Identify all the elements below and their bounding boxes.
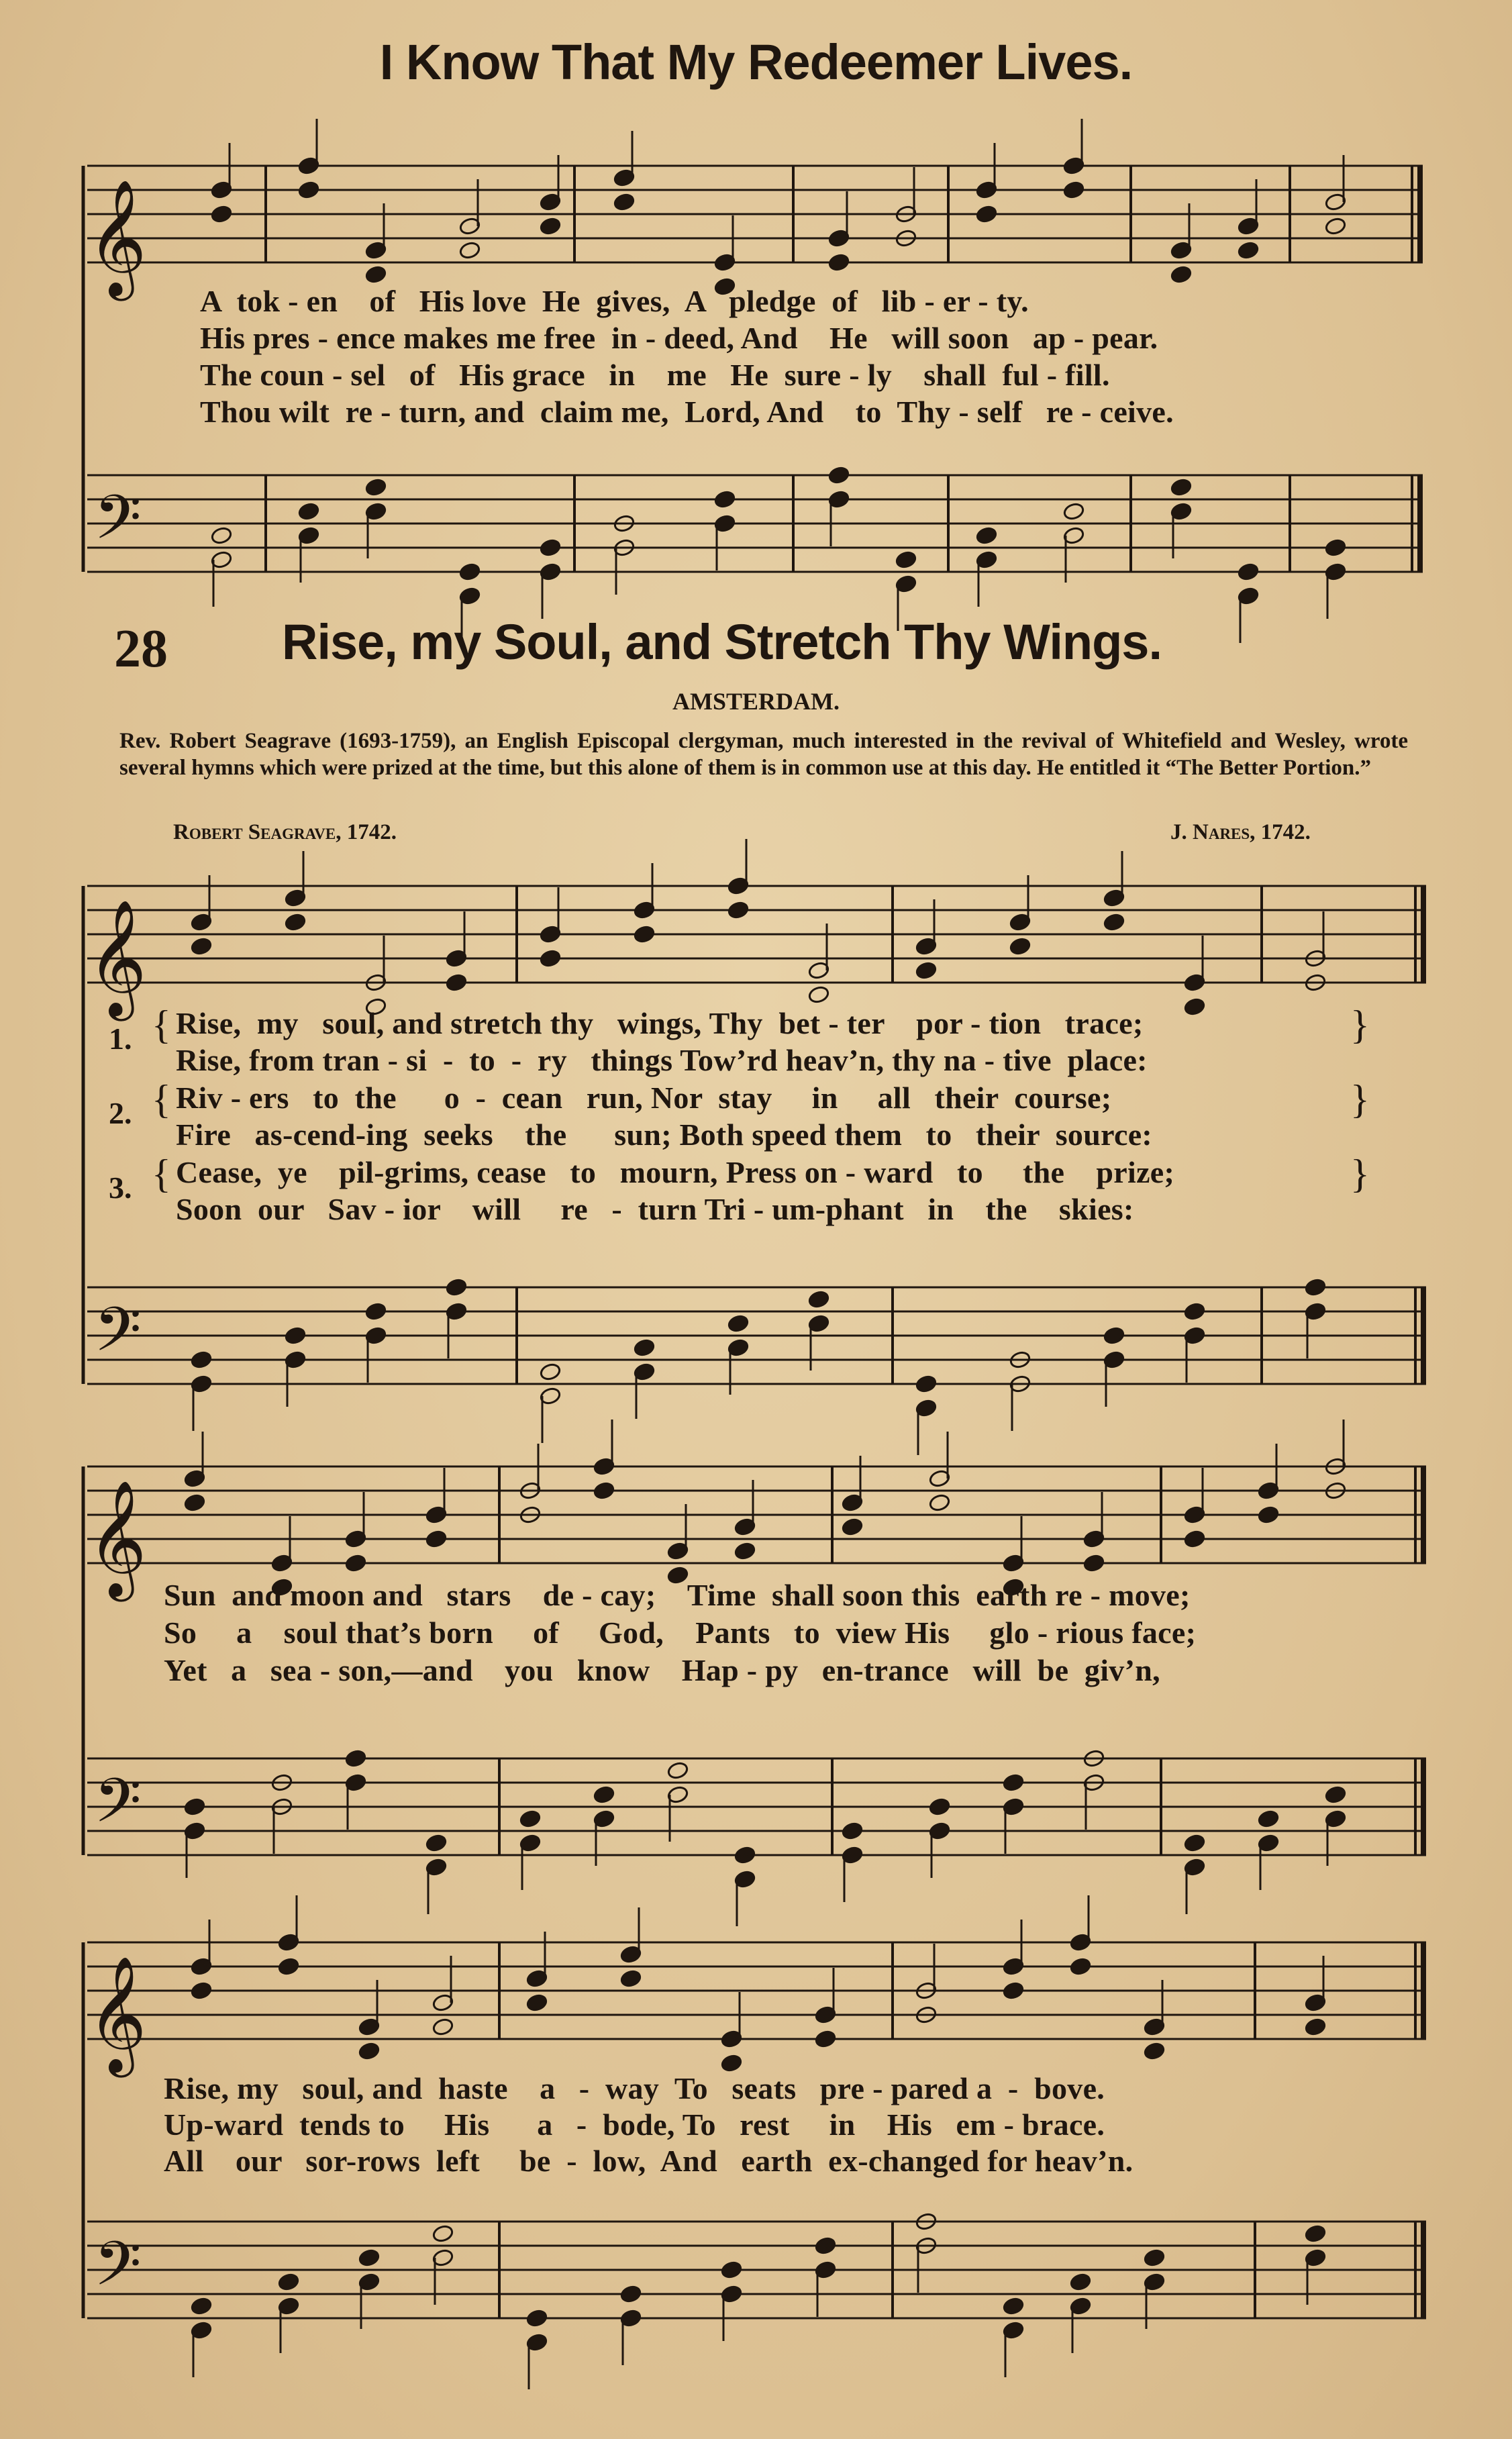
treble-clef-icon: 𝄞 bbox=[87, 1956, 147, 2073]
hymn2-sys3-bass-staff-final-barline bbox=[1421, 2222, 1426, 2318]
hymn2-sys1-treble-notehead bbox=[1183, 997, 1205, 1016]
verse-brace-left: { bbox=[152, 1077, 171, 1122]
hymn2-sys2-bass-notehead bbox=[1324, 1785, 1346, 1804]
hymn2-sys1-treble-notehead bbox=[539, 949, 561, 968]
verse-number-3: 3. bbox=[109, 1171, 132, 1205]
music-credit: J. Nares, 1742. bbox=[1170, 820, 1311, 844]
hymn2-sys3-bass-notehead bbox=[190, 2297, 212, 2316]
bass-clef-icon: 𝄢 bbox=[94, 482, 142, 568]
bass-clef-icon: 𝄢 bbox=[94, 2228, 142, 2314]
hymn1-treble-notehead bbox=[297, 181, 319, 199]
hymn1-bass-notehead bbox=[1237, 562, 1259, 581]
hymn1-bass-notehead bbox=[975, 526, 997, 545]
hymn2-sys3-treble-notehead bbox=[190, 1981, 212, 2000]
verse2-line-2: Fire as-cend-ing seeks the sun; Both speed them to their source: bbox=[176, 1117, 1153, 1152]
hymn1-lyric-line-2: His pres - ence makes me free in - deed, And He will soon ap - pear. bbox=[200, 321, 1158, 355]
hymn2-sys3-bass-notehead bbox=[358, 2248, 380, 2267]
system2-lyric-line-2: So a soul that’s born of God, Pants to view His glo - rious face; bbox=[164, 1615, 1197, 1650]
hymn2-sys3-treble-notehead bbox=[277, 1957, 299, 1976]
system2-lyric-line-3: Yet a sea - son,—and you know Hap - py en-trance will be giv’n, bbox=[164, 1653, 1160, 1687]
hymn2-sys3-bass-notehead bbox=[1304, 2224, 1326, 2243]
hymn2-sys2-treble-notehead bbox=[183, 1493, 205, 1512]
hymn2-sys1-treble-notehead bbox=[1009, 937, 1031, 956]
hymn2-sys3-treble-notehead bbox=[619, 1969, 642, 1988]
verse-brace-left: { bbox=[152, 1152, 171, 1196]
hymn2-sys1-treble-notehead bbox=[633, 925, 655, 944]
hymn2-sys3-bass-notehead bbox=[619, 2285, 642, 2303]
hymn2-sys2-bass-notehead bbox=[344, 1749, 366, 1768]
hymn2-sys2-bass-notehead bbox=[666, 1761, 689, 1780]
system2-lyric-line-1: Sun and moon and stars de - cay; Time shall soon this earth re - move; bbox=[164, 1578, 1191, 1612]
hymn2-sys1-bass-staff-final-barline bbox=[1421, 1287, 1426, 1384]
hymn2-sys3-treble-notehead bbox=[1143, 2042, 1165, 2060]
hymn2-sys2-bass-notehead bbox=[1257, 1809, 1279, 1828]
hymn2-sys3-bass-notehead bbox=[1069, 2273, 1091, 2291]
hymn2-sys3-bass-notehead bbox=[1143, 2248, 1165, 2267]
hymn1-treble-notehead bbox=[1170, 265, 1192, 284]
verse-brace-right: } bbox=[1350, 1003, 1370, 1047]
hymn1-lyric-line-4: Thou wilt re - turn, and claim me, Lord, And to Thy - self re - ceive. bbox=[200, 395, 1174, 429]
hymn2-sys2-bass-staff-final-barline bbox=[1421, 1758, 1426, 1855]
hymn2-sys3-bass-notehead bbox=[1002, 2297, 1024, 2316]
treble-clef-icon: 𝄞 bbox=[87, 899, 147, 1016]
hymn2-sys2-bass-notehead bbox=[1183, 1834, 1205, 1852]
hymn2-sys2-bass-notehead bbox=[519, 1809, 541, 1828]
hymn1-lyric-line-3: The coun - sel of His grace in me He sure - ly shall ful - fill. bbox=[200, 358, 1110, 392]
hymn2-sys1-bass-notehead bbox=[1304, 1278, 1326, 1297]
hymn1-bass-notehead bbox=[827, 466, 850, 485]
bass-clef-icon: 𝄢 bbox=[94, 1765, 142, 1851]
hymn2-sys3-bass-notehead bbox=[720, 2260, 742, 2279]
hymn2-sys1-bass-notehead bbox=[915, 1375, 937, 1393]
hymn1-treble-notehead bbox=[539, 217, 561, 236]
verse2-line-1: Riv - ers to the o - cean run, Nor stay in all their course; bbox=[176, 1081, 1112, 1115]
system3-lyric-line-1: Rise, my soul, and haste a - way To seats pre - pared a - bove. bbox=[164, 2071, 1105, 2105]
hymn2-sys2-bass-notehead bbox=[593, 1785, 615, 1804]
hymn2-sys1-treble-notehead bbox=[915, 961, 937, 980]
system3-lyric-line-3: All our sor-rows left be - low, And earth ex-changed for heav’n. bbox=[164, 2144, 1133, 2178]
hymn1-treble-notehead bbox=[1237, 241, 1259, 260]
hymn2-sys2-bass-notehead bbox=[841, 1822, 863, 1840]
system3-lyric-line-2: Up-ward tends to His a - bode, To rest in His em - brace. bbox=[164, 2107, 1105, 2142]
hymn2-sys2-treble-staff-final-barline bbox=[1421, 1466, 1426, 1563]
hymn2-sys1-bass-notehead bbox=[727, 1314, 749, 1333]
hymn1-treble-notehead bbox=[827, 253, 850, 272]
hymn1-bass-notehead bbox=[895, 550, 917, 569]
hymn1-bass-notehead bbox=[210, 526, 232, 545]
hymn2-sys3-bass-notehead bbox=[525, 2309, 548, 2328]
hymn2-sys1-bass-notehead bbox=[807, 1290, 829, 1309]
hymn1-title: I Know That My Redeemer Lives. bbox=[379, 34, 1133, 90]
hymn1-treble-notehead bbox=[975, 205, 997, 223]
hymn2-sys1-treble-staff-final-barline bbox=[1421, 886, 1426, 983]
hymn2-sys1-bass-notehead bbox=[284, 1326, 306, 1345]
verse-brace-right: } bbox=[1350, 1152, 1370, 1196]
hymn1-treble-notehead bbox=[210, 205, 232, 223]
verse3-line-2: Soon our Sav - ior will re - turn Tri - um-phant in the skies: bbox=[176, 1192, 1134, 1226]
hymn1-bass-notehead bbox=[713, 490, 736, 509]
hymn2-sys2-treble-notehead bbox=[928, 1493, 950, 1512]
hymn1-treble-notehead bbox=[458, 241, 481, 260]
hymn2-sys1-treble-notehead bbox=[727, 901, 749, 919]
hymn2-sys1-bass-notehead bbox=[364, 1302, 387, 1321]
hymn2-sys3-treble-notehead bbox=[720, 2054, 742, 2073]
hymn2-sys1-bass-notehead bbox=[1103, 1326, 1125, 1345]
words-credit: Robert Seagrave, 1742. bbox=[173, 820, 397, 844]
hymn2-sys3-bass-notehead bbox=[814, 2236, 836, 2255]
verse-brace-right: } bbox=[1350, 1077, 1370, 1122]
verse1-line-2: Rise, from tran - si - to - ry things Tow’rd heav’n, thy na - tive place: bbox=[176, 1043, 1148, 1077]
hymn2-sys2-treble-notehead bbox=[425, 1530, 447, 1548]
hymn2-sys3-treble-notehead bbox=[1002, 1981, 1024, 2000]
hymn1-bass-notehead bbox=[458, 562, 481, 581]
hymn1-bass-notehead bbox=[297, 502, 319, 521]
hymn2-sys1-bass-notehead bbox=[445, 1278, 467, 1297]
hymn1-bass-notehead bbox=[1062, 502, 1085, 521]
hymn2-sys1-bass-notehead bbox=[1183, 1302, 1205, 1321]
hymn2-sys3-treble-notehead bbox=[1304, 2018, 1326, 2036]
hymn2-sys3-bass-notehead bbox=[277, 2273, 299, 2291]
tune-name: AMSTERDAM. bbox=[672, 688, 840, 715]
hymn2-sys2-bass-notehead bbox=[183, 1797, 205, 1816]
hymn2-sys1-bass-notehead bbox=[633, 1338, 655, 1357]
treble-clef-icon: 𝄞 bbox=[87, 179, 147, 296]
hymn1-treble-notehead bbox=[1324, 217, 1346, 236]
hymn1-treble-notehead bbox=[364, 265, 387, 284]
hymn2-sys2-treble-notehead bbox=[1183, 1530, 1205, 1548]
hymn2-sys3-treble-staff-final-barline bbox=[1421, 1942, 1426, 2039]
hymn2-sys2-bass-notehead bbox=[1002, 1773, 1024, 1792]
hymn-number: 28 bbox=[114, 619, 168, 679]
verse1-line-1: Rise, my soul, and stretch thy wings, Thy bet - ter por - tion trace; bbox=[176, 1006, 1144, 1040]
hymn1-treble-notehead bbox=[613, 193, 635, 211]
hymn2-sys3-treble-notehead bbox=[1069, 1957, 1091, 1976]
hymn2-sys3-treble-notehead bbox=[432, 2018, 454, 2036]
hymn1-bass-notehead bbox=[1324, 538, 1346, 557]
hymn1-treble-staff-final-barline bbox=[1417, 166, 1423, 262]
hymn2-sys2-bass-notehead bbox=[734, 1846, 756, 1864]
hymn2-sys1-bass-notehead bbox=[190, 1350, 212, 1369]
hymn2-sys1-treble-notehead bbox=[1103, 913, 1125, 932]
hymn2-sys1-treble-notehead bbox=[445, 973, 467, 992]
hymn2-sys2-bass-notehead bbox=[425, 1834, 447, 1852]
verse3-line-1: Cease, ye pil-grims, cease to mourn, Press on - ward to the prize; bbox=[176, 1155, 1175, 1189]
hymn2-sys2-treble-notehead bbox=[1257, 1505, 1279, 1524]
verse-number-2: 2. bbox=[109, 1096, 132, 1130]
hymn2-title: Rise, my Soul, and Stretch Thy Wings. bbox=[282, 614, 1162, 670]
hymn2-sys3-treble-notehead bbox=[814, 2030, 836, 2048]
hymn2-sys2-treble-notehead bbox=[734, 1542, 756, 1560]
hymn1-treble-notehead bbox=[1062, 181, 1085, 199]
hymn2-sys2-treble-notehead bbox=[344, 1554, 366, 1573]
hymn1-lyric-line-1: A tok - en of His love He gives, A pledge of lib - er - ty. bbox=[200, 284, 1029, 318]
hymn2-sys3-treble-notehead bbox=[358, 2042, 380, 2060]
hymn2-sys2-treble-notehead bbox=[593, 1481, 615, 1500]
bass-clef-icon: 𝄢 bbox=[94, 1294, 142, 1380]
hymn2-sys2-treble-notehead bbox=[1082, 1554, 1105, 1573]
hymn2-sys3-bass-notehead bbox=[432, 2224, 454, 2243]
hymn1-bass-notehead bbox=[364, 478, 387, 497]
verse-number-1: 1. bbox=[109, 1022, 132, 1056]
hymn2-sys2-bass-notehead bbox=[928, 1797, 950, 1816]
hymn1-bass-notehead bbox=[539, 538, 561, 557]
hymn2-sys1-treble-notehead bbox=[807, 985, 829, 1004]
treble-clef-icon: 𝄞 bbox=[87, 1480, 147, 1597]
hymn1-bass-notehead bbox=[1170, 478, 1192, 497]
hymn2-sys1-treble-notehead bbox=[284, 913, 306, 932]
hymn2-sys1-bass-notehead bbox=[539, 1362, 561, 1381]
hymn2-sys2-treble-notehead bbox=[841, 1517, 863, 1536]
hymn2-sys3-treble-notehead bbox=[525, 1993, 548, 2012]
hymn-history-note: Rev. Robert Seagrave (1693-1759), an English Episcopal clergyman, much interested in the revival of Whitefield and Wesley, wrote several hymns which were prized at the time, but this alone of them is in common use at this day. He entitled it “The Better Portion.” bbox=[119, 729, 1408, 780]
verse-brace-left: { bbox=[152, 1003, 171, 1047]
hymn1-bass-staff-final-barline bbox=[1417, 475, 1423, 572]
hymn2-sys1-treble-notehead bbox=[190, 937, 212, 956]
